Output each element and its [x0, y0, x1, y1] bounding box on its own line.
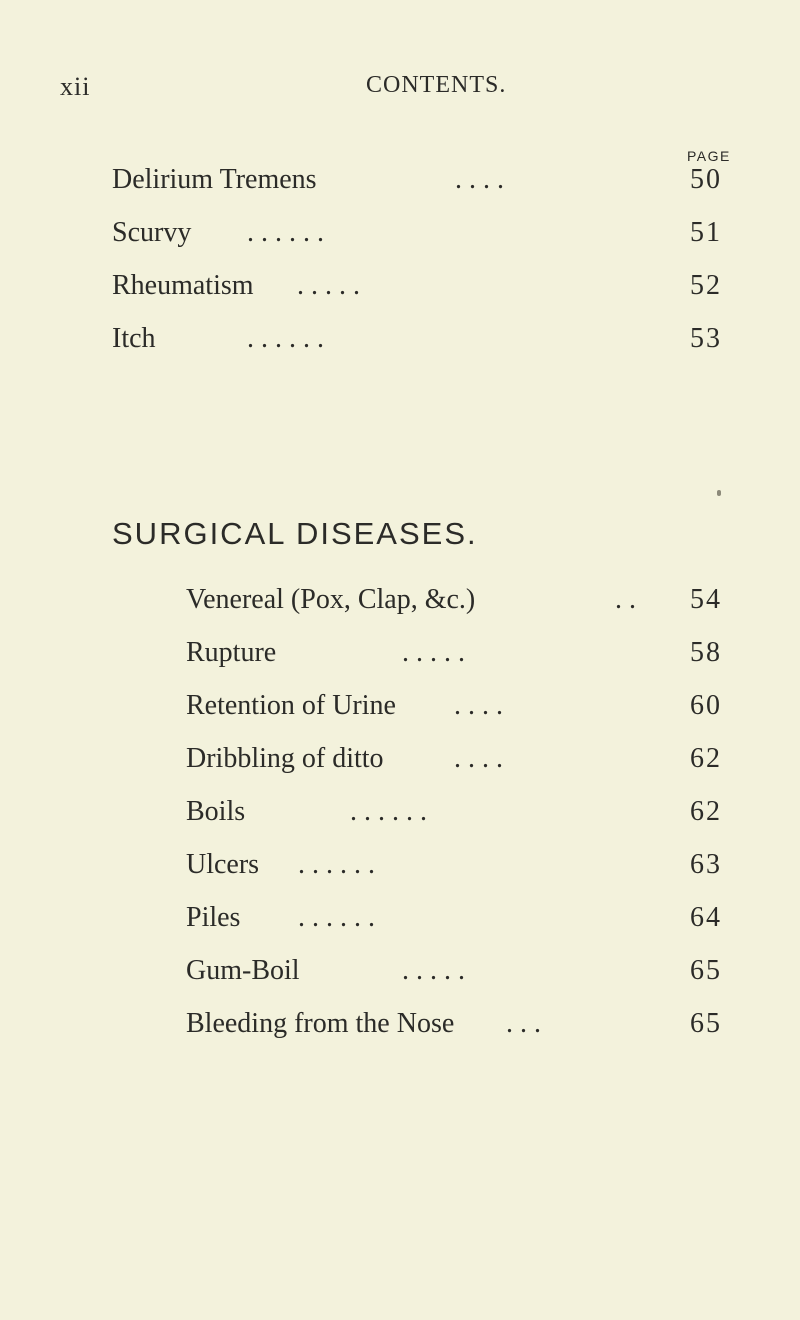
toc-entry-title: Rupture [186, 637, 277, 668]
toc-entry-leader: . . . . . [402, 637, 465, 668]
toc-entry-title: Ulcers [186, 849, 260, 880]
toc-entry-leader: . . . . [454, 690, 503, 721]
ink-speck [717, 490, 721, 496]
toc-entry [0, 739, 800, 779]
page-number: xii [60, 72, 91, 101]
toc-entry-page: 65 [690, 1008, 722, 1039]
toc-entry-leader: . . [615, 584, 636, 615]
toc-entry-page: 50 [690, 164, 722, 195]
toc-entry-page: 53 [690, 323, 722, 354]
toc-entry-page: 63 [690, 849, 722, 880]
toc-entry-leader: . . . . . [297, 270, 360, 301]
toc-entry-leader: . . . [506, 1008, 541, 1039]
toc-entry-title: Piles [186, 902, 241, 933]
toc-entry [0, 160, 800, 200]
page-column-label: PAGE [687, 148, 731, 164]
toc-entry-page: 60 [690, 690, 722, 721]
toc-entry [0, 213, 800, 253]
section-heading: SURGICAL DISEASES. [112, 516, 478, 551]
toc-entry-title: Boils [186, 796, 246, 827]
toc-entry [0, 686, 800, 726]
toc-entry-page: 62 [690, 796, 722, 827]
toc-entry-title: Venereal (Pox, Clap, &c.) [186, 584, 476, 615]
toc-entry-leader: . . . . . . [247, 323, 324, 354]
toc-entry-leader: . . . . . [402, 955, 465, 986]
toc-entry-page: 65 [690, 955, 722, 986]
running-head: CONTENTS. [366, 72, 507, 98]
toc-entry [0, 633, 800, 673]
toc-entry [0, 580, 800, 620]
toc-entry-title: Scurvy [112, 217, 192, 248]
toc-entry-title: Retention of Urine [186, 690, 396, 721]
toc-entry-leader: . . . . . . [298, 902, 375, 933]
toc-entry [0, 845, 800, 885]
toc-entry [0, 266, 800, 306]
toc-entry-title: Gum-Boil [186, 955, 300, 986]
toc-entry-title: Bleeding from the Nose [186, 1008, 455, 1039]
toc-entry-leader: . . . . [454, 743, 503, 774]
toc-entry-title: Itch [112, 323, 156, 354]
toc-entry-page: 52 [690, 270, 722, 301]
toc-entry-title: Delirium Tremens [112, 164, 317, 195]
toc-entry-page: 62 [690, 743, 722, 774]
toc-entry-leader: . . . . . . [247, 217, 324, 248]
toc-entry-leader: . . . . . . [350, 796, 427, 827]
toc-entry-page: 54 [690, 584, 722, 615]
toc-entry-leader: . . . . . . [298, 849, 375, 880]
toc-entry-title: Rheumatism [112, 270, 254, 301]
toc-entry [0, 951, 800, 991]
toc-entry-page: 58 [690, 637, 722, 668]
toc-entry [0, 1004, 800, 1044]
toc-entry-page: 64 [690, 902, 722, 933]
toc-entry-page: 51 [690, 217, 722, 248]
toc-entry [0, 319, 800, 359]
toc-entry-title: Dribbling of ditto [186, 743, 384, 774]
toc-entry [0, 792, 800, 832]
toc-entry-leader: . . . . [455, 164, 504, 195]
toc-entry [0, 898, 800, 938]
